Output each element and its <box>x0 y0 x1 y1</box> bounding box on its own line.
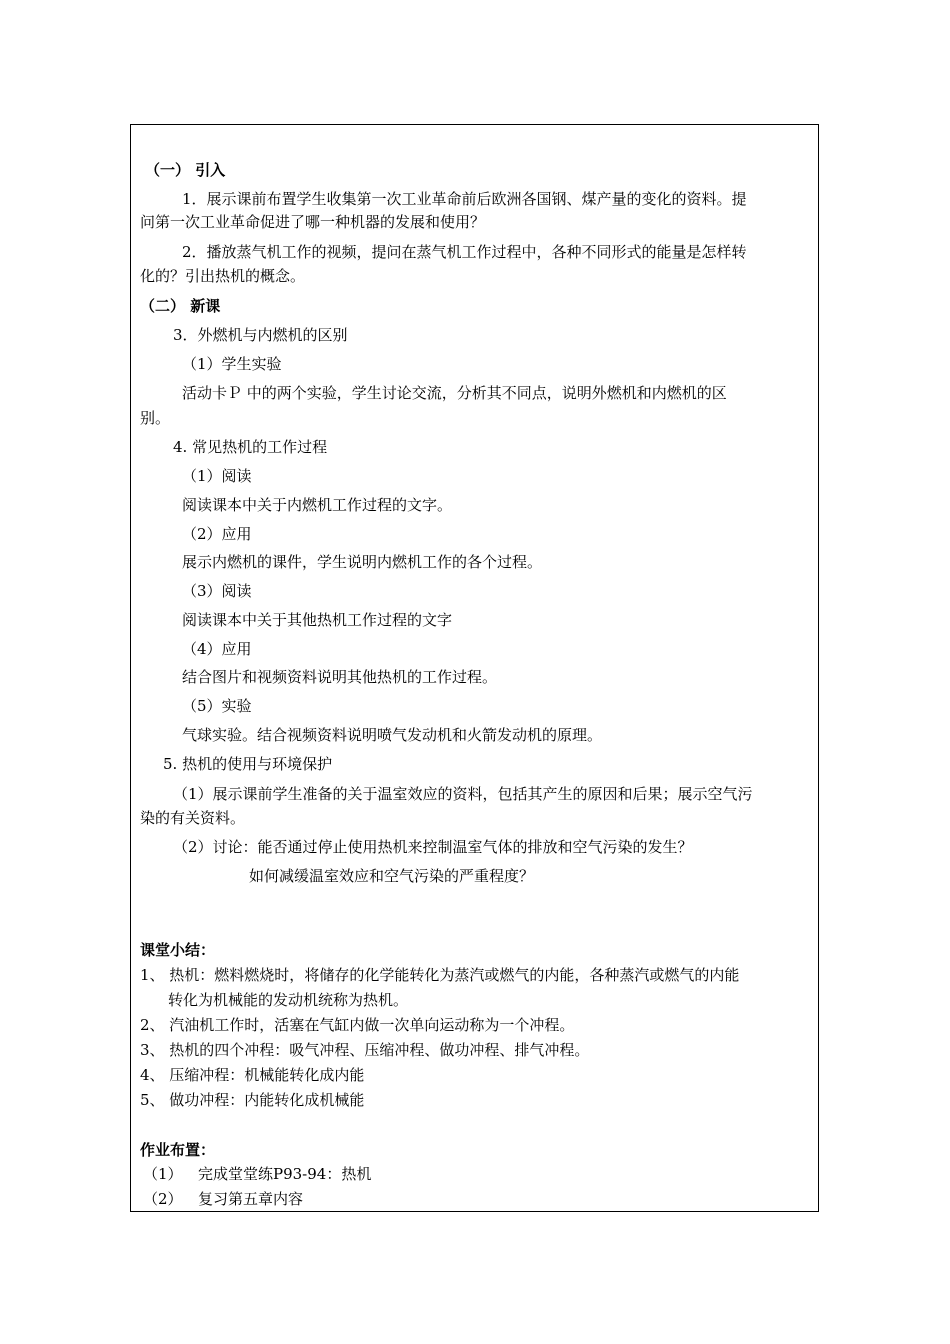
paragraph-line: 问第一次工业革命促进了哪一种机器的发展和使用？ <box>140 213 486 231</box>
paragraph-line: 别。 <box>140 409 171 427</box>
paragraph-line: 结合图片和视频资料说明其他热机的工作过程。 <box>182 668 498 686</box>
section-heading-new-lesson: （二） 新课 <box>140 297 221 315</box>
paragraph-line: 活动卡Ｐ 中的两个实验，学生讨论交流，分析其不同点，说明外燃机和内燃机的区 <box>182 384 727 402</box>
summary-item: 5、 做功冲程：内能转化成机械能 <box>140 1091 365 1109</box>
summary-heading: 课堂小结： <box>140 941 216 959</box>
sub-heading: （1）阅读 <box>182 467 252 485</box>
homework-number: （1） <box>143 1165 183 1183</box>
homework-item: 完成堂堂练P93-94：热机 <box>198 1165 372 1183</box>
summary-item: 4、 压缩冲程：机械能转化成内能 <box>140 1066 365 1084</box>
section-heading-intro: （一） 引入 <box>145 161 226 179</box>
summary-item: 2、 汽油机工作时，活塞在气缸内做一次单向运动称为一个冲程。 <box>140 1016 575 1034</box>
paragraph-line: 2．播放蒸气机工作的视频，提问在蒸气机工作过程中，各种不同形式的能量是怎样转 <box>182 243 747 261</box>
paragraph-line: （1）展示课前学生准备的关于温室效应的资料，包括其产生的原因和后果；展示空气污 <box>173 785 753 803</box>
paragraph-line: 气球实验。结合视频资料说明喷气发动机和火箭发动机的原理。 <box>182 726 603 744</box>
paragraph-line: 化的？引出热机的概念。 <box>140 267 306 285</box>
paragraph-line: 阅读课本中关于其他热机工作过程的文字 <box>182 611 453 629</box>
item-title: 3．外燃机与内燃机的区别 <box>173 326 348 344</box>
sub-heading: （2）应用 <box>182 525 252 543</box>
paragraph-line: 如何减缓温室效应和空气污染的严重程度？ <box>249 867 535 885</box>
paragraph-line: 展示内燃机的课件，学生说明内燃机工作的各个过程。 <box>182 553 543 571</box>
paragraph-line: 阅读课本中关于内燃机工作过程的文字。 <box>182 496 453 514</box>
paragraph-line: 染的有关资料。 <box>140 809 246 827</box>
summary-item: 转化为机械能的发动机统称为热机。 <box>168 991 409 1009</box>
paragraph-line: （2）讨论：能否通过停止使用热机来控制温室气体的排放和空气污染的发生？ <box>173 838 693 856</box>
homework-heading: 作业布置： <box>140 1141 216 1159</box>
item-title: 5. 热机的使用与环境保护 <box>163 755 333 773</box>
item-title: 4. 常见热机的工作过程 <box>173 438 328 456</box>
sub-heading: （3）阅读 <box>182 582 252 600</box>
homework-number: （2） <box>143 1190 183 1208</box>
sub-heading: （4）应用 <box>182 640 252 658</box>
summary-item: 3、 热机的四个冲程：吸气冲程、压缩冲程、做功冲程、排气冲程。 <box>140 1041 590 1059</box>
sub-heading: （1）学生实验 <box>182 355 282 373</box>
paragraph-line: 1．展示课前布置学生收集第一次工业革命前后欧洲各国钢、煤产量的变化的资料。提 <box>182 190 747 208</box>
homework-item: 复习第五章内容 <box>198 1190 304 1208</box>
sub-heading: （5）实验 <box>182 697 252 715</box>
summary-item: 1、 热机：燃料燃烧时，将储存的化学能转化为蒸汽或燃气的内能，各种蒸汽或燃气的内能 <box>140 966 740 984</box>
